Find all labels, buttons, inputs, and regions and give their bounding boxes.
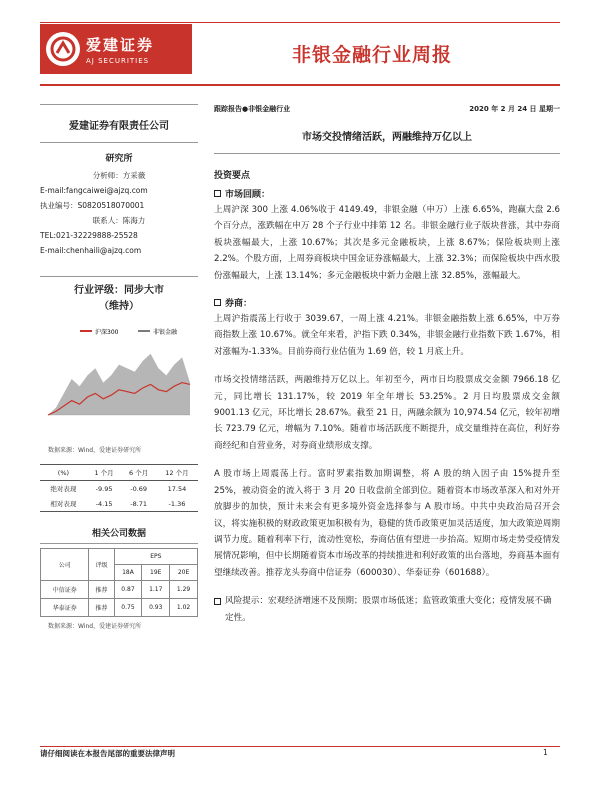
rel-cell: 推荐 <box>89 599 114 617</box>
perf-cell: -4.15 <box>87 496 122 512</box>
perf-cell: -9.95 <box>95 484 113 493</box>
rel-cell: 1.17 <box>142 581 170 599</box>
analyst-info <box>40 168 198 258</box>
analyst-name: 分析师：方采薇 <box>92 171 146 180</box>
header-top-rule <box>40 22 560 23</box>
legend-label: 沪深300 <box>95 329 119 336</box>
rel-cell: 1.29 <box>170 581 198 599</box>
main-content <box>214 104 560 626</box>
brand-logo <box>40 24 192 74</box>
rel-year: 19E <box>142 565 170 581</box>
rel-cell: 华泰证券 <box>41 599 89 617</box>
checkbox-icon <box>214 598 221 605</box>
rel-col-company: 公司 <box>41 549 89 581</box>
rel-cell: 0.75 <box>114 599 142 617</box>
report-title: 非银金融行业周报 <box>292 44 453 66</box>
research-title: 研究所 <box>105 154 133 164</box>
logo-mark-icon <box>46 32 80 66</box>
table-row <box>41 599 198 617</box>
legal-disclaimer[interactable]: 请仔细阅读在本报告尾部的重要法律声明 <box>40 749 175 758</box>
section-market-title: 市场回顾： <box>225 190 271 200</box>
broker-paragraph-3: A 股市场上周震荡上行。富时罗素指数加期调整，将 A 股的纳入因子由 15%提升至 25%，被动资金的流入将于 3 月 20 日收盘前全部到位。随着资本市场改革深入和对外开放脚步的加快，预计未来会有更多境外资金选择参与 A 股市场。中共中央政治局召开会议，将实施积极的财政政策更加积极有为，稳健的货币政策更加灵活适度，加大政策逆周期调节力度。随着利率下行，流动性宽松，券商估值有望进一步抬高。短期市场走势受疫情发展情况影响，但中长期随着资本市场改革的持续推进和利好政策的出台落地，券商基本面有望继续改善。推荐龙头券商中信证券（600030）、华泰证券（601688）。 <box>214 469 560 578</box>
contact-name: 联系人：陈海力 <box>92 216 146 225</box>
rel-col-eps: EPS <box>114 549 197 565</box>
performance-chart-svg <box>40 321 198 441</box>
rel-cell: 0.93 <box>142 599 170 617</box>
rel-cell: 0.87 <box>114 581 142 599</box>
perf-cell: -1.36 <box>156 496 198 512</box>
broker-paragraph-2: 市场交投情绪活跃，两融维持万亿以上。年初至今，两市日均股票成交金额 7966.18 亿元，同比增长 131.17%，较 2019 年全年增长 53.25%。2 月日均股票成交金额 9001.13 亿元，环比增长 28.67%。截至 21 日，两融余额为 10,974.54 亿元，较年初增长 723.79 亿元，增幅为 7.10%。随着市场活跃度不断提升，成交量维持在高位，利好券商经纪和自营业务，对券商业绩形成支撑。 <box>214 375 560 451</box>
rel-cell: 1.02 <box>170 599 198 617</box>
rating-line2: （维持） <box>99 301 139 312</box>
perf-cell: -8.71 <box>121 496 156 512</box>
checkbox-icon <box>214 299 221 306</box>
sidebar <box>40 104 198 630</box>
rel-year: 20E <box>170 565 198 581</box>
perf-header: (%) <box>40 465 87 481</box>
header-rule <box>40 84 560 86</box>
related-title: 相关公司数据 <box>40 526 198 544</box>
contact-tel: TEL:021-32229888-25528 <box>40 231 138 240</box>
rel-year: 18A <box>114 565 142 581</box>
perf-cell: 17.54 <box>167 484 187 493</box>
contact-email[interactable]: E-mail:chenhaili@ajzq.com <box>40 246 142 255</box>
series-area <box>48 354 190 415</box>
perf-header: 6 个月 <box>121 465 156 481</box>
headline: 市场交投情绪活跃，两融维持万亿以上 <box>214 128 560 154</box>
market-review-text: 上周沪深 300 上涨 4.06%收于 4149.49，非银金融（申万）上涨 6.65%，跑赢大盘 2.6 个百分点，涨跌幅在申万 28 个子行业中排第 12 名。非银金融行业子版块普涨，其中券商板块涨幅最大，上涨 10.67%；其次是多元金融板块，上涨 8.67%；保险板块则上涨 2.2%。个股方面，上周券商板块中国金证券涨幅最大，上涨 32.3%；而保险板块中西水股份涨幅最大，上涨 13.14%；多元金融板块中新力金融上涨 32.85%，涨幅最大。 <box>214 205 560 281</box>
section-broker-title: 券商： <box>225 299 253 310</box>
industry-rating <box>40 276 198 315</box>
report-category: 跟踪报告●非银金融行业 <box>214 105 291 113</box>
brand-name-cn: 爱建证券 <box>86 35 155 54</box>
legend-label: 非银金融 <box>153 329 178 336</box>
key-points-title: 投资要点 <box>214 171 251 181</box>
chart-source: 数据来源：Wind，爱建证券研究所 <box>48 447 142 454</box>
perf-cell: 绝对表现 <box>50 485 77 493</box>
analyst-email[interactable]: E-mail:fangcaiwei@ajzq.com <box>40 186 148 195</box>
related-table <box>40 548 198 617</box>
brand-name-en: AJ SECURITIES <box>86 56 150 65</box>
table-row <box>40 496 198 512</box>
risk-warning: 风险提示：宏观经济增速不及预期；股票市场低迷；监管政策重大变化；疫情发展不确定性。 <box>225 596 552 623</box>
perf-cell: -0.69 <box>130 484 148 493</box>
broker-paragraph-1: 上周沪指震荡上行收于 3039.67，一周上涨 4.21%。非银金融指数上涨 6.65%，中万券商指数上涨 10.67%。就全年来看，沪指下跌 0.34%，非银金融行业指数下跌 1.67%，相对涨幅为-1.33%。目前券商行业估值为 1.69 倍，较 1 月底上升。 <box>214 314 560 357</box>
page-number: 1 <box>543 748 548 757</box>
related-source: 数据来源：Wind，爱建证券研究所 <box>48 623 142 630</box>
perf-cell: 相对表现 <box>40 496 87 512</box>
performance-table <box>40 464 198 512</box>
performance-chart <box>40 321 198 441</box>
company-name: 爱建证券有限责任公司 <box>40 104 198 143</box>
table-row <box>41 581 198 599</box>
report-date: 2020 年 2 月 24 日 星期一 <box>469 105 560 113</box>
rel-cell: 中信证券 <box>41 581 89 599</box>
rel-cell: 推荐 <box>89 581 114 599</box>
table-row <box>40 481 198 497</box>
perf-header: 1 个月 <box>87 465 122 481</box>
rating-line1: 行业评级：同步大市 <box>74 285 164 296</box>
license-number: 执业编号：S0820518070001 <box>40 201 145 210</box>
footer-rule <box>40 746 560 747</box>
rel-col-rating: 评级 <box>89 549 114 581</box>
checkbox-icon <box>214 190 221 197</box>
perf-header: 12 个月 <box>156 465 198 481</box>
